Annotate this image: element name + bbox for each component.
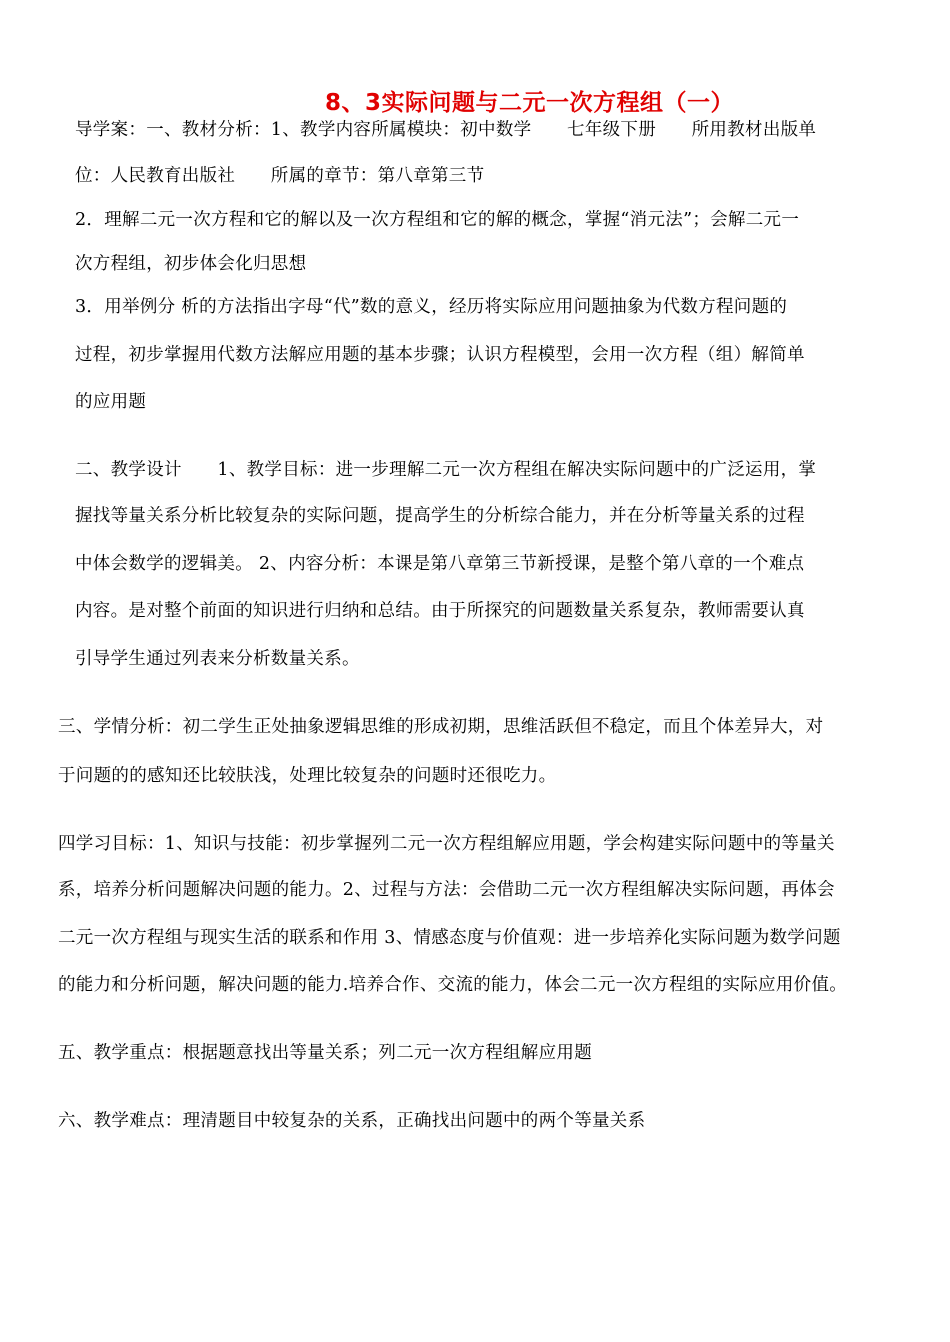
text-line: 3．用举例分 析的方法指出字母“代”数的意义，经历将实际应用问题抽象为代数方程问题的: [75, 297, 788, 317]
document-title: 8、3实际问题与二元一次方程组（一）: [325, 90, 735, 116]
text-line: 于问题的的感知还比较肤浅，处理比较复杂的问题时还很吃力。: [58, 766, 557, 786]
text-line: 握找等量关系分析比较复杂的实际问题，提高学生的分析综合能力，并在分析等量关系的过程: [75, 506, 805, 526]
text-line: 2．理解二元一次方程和它的解以及一次方程组和它的解的概念，掌握“消元法”；会解二元一: [75, 210, 800, 230]
text-line: 引导学生通过列表来分析数量关系。: [75, 649, 360, 669]
text-line: 三、学情分析：初二学生正处抽象逻辑思维的形成初期，思维活跃但不稳定，而且个体差异大，对: [58, 717, 824, 737]
text-line: 二、教学设计 1、教学目标：进一步理解二元一次方程组在解决实际问题中的广泛运用，掌: [75, 460, 817, 480]
text-line: 过程，初步掌握用代数方法解应用题的基本步骤；认识方程模型，会用一次方程（组）解简单: [75, 345, 805, 365]
text-line: 二元一次方程组与现实生活的联系和作用 3、情感态度与价值观：进一步培养化实际问题为数学问题: [58, 928, 841, 948]
text-line: 的应用题: [75, 392, 147, 412]
text-line: 中体会数学的逻辑美。 2、内容分析：本课是第八章第三节新授课，是整个第八章的一个难点: [75, 554, 805, 574]
text-line: 六、教学难点：理清题目中较复杂的关系，正确找出问题中的两个等量关系: [58, 1111, 646, 1131]
text-line: 次方程组，初步体会化归思想: [75, 254, 307, 274]
text-line: 系，培养分析问题解决问题的能力。2、过程与方法：会借助二元一次方程组解决实际问题，再体会: [58, 880, 835, 900]
text-line: 五、教学重点：根据题意找出等量关系；列二元一次方程组解应用题: [58, 1043, 592, 1063]
text-line: 的能力和分析问题，解决问题的能力.培养合作、交流的能力，体会二元一次方程组的实际应用价值。: [58, 975, 848, 995]
text-line: 导学案：一、教材分析：1、教学内容所属模块：初中数学 七年级下册 所用教材出版单: [75, 120, 817, 140]
text-line: 内容。是对整个前面的知识进行归纳和总结。由于所探究的问题数量关系复杂，教师需要认真: [75, 601, 805, 621]
text-line: 四学习目标：1、知识与技能：初步掌握列二元一次方程组解应用题，学会构建实际问题中的等量关: [58, 834, 835, 854]
text-line: 位：人民教育出版社 所属的章节：第八章第三节: [75, 166, 485, 186]
